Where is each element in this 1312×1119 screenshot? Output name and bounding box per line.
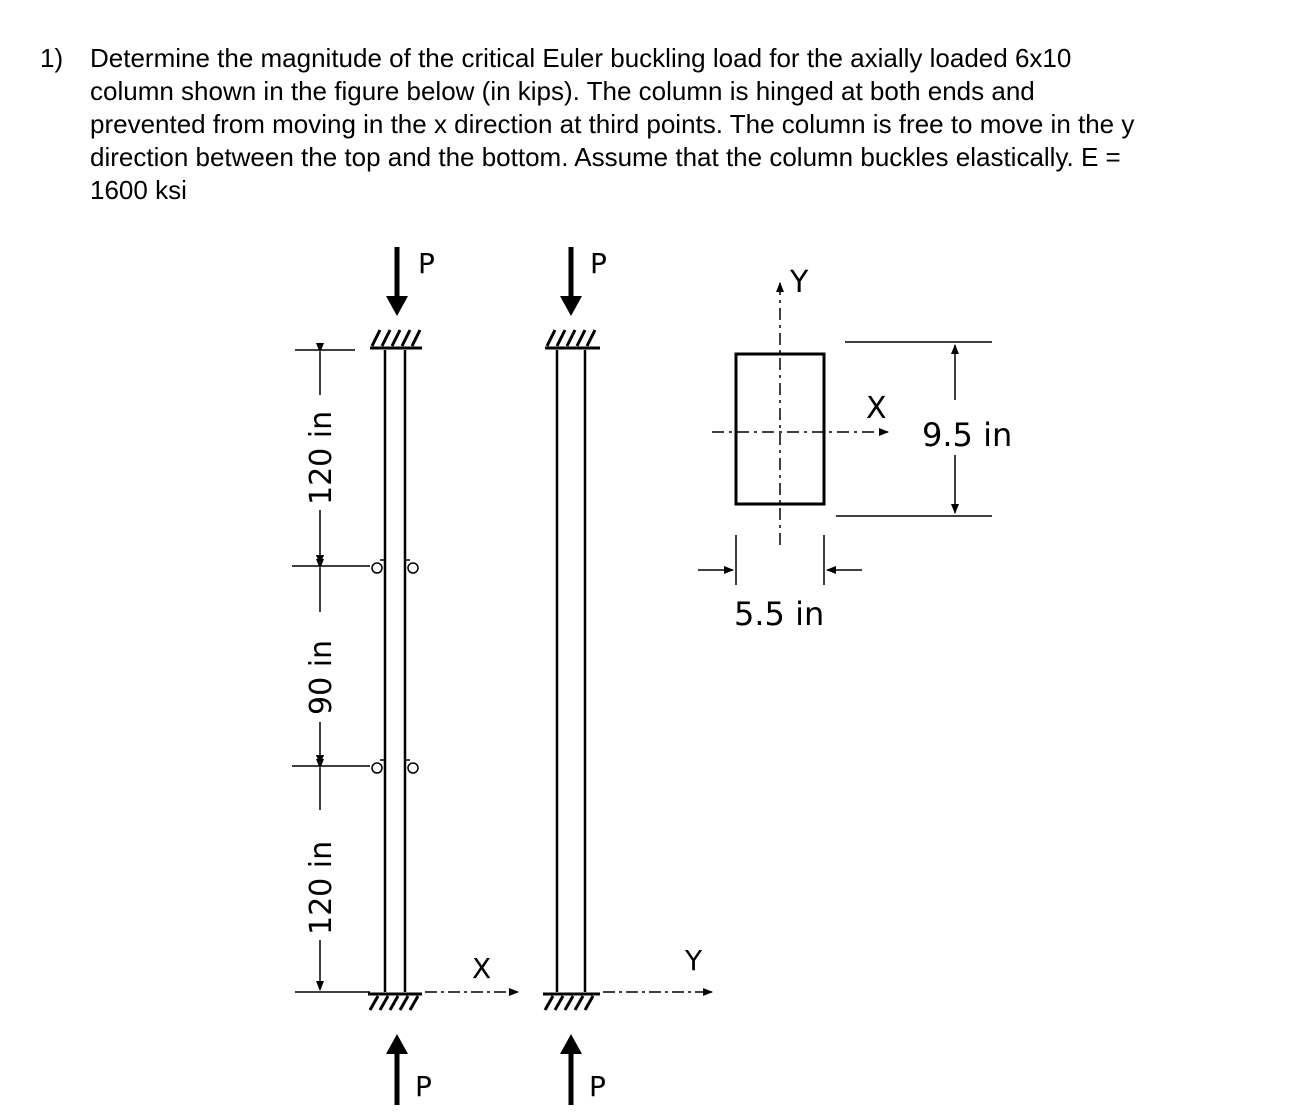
axis-label: X (472, 952, 492, 985)
load-label: P (589, 1070, 606, 1103)
problem-number: 1) (40, 43, 64, 73)
section-width-label: 5.5 in (734, 595, 825, 633)
right-top-support (545, 330, 600, 348)
axis-label: Y (685, 944, 703, 977)
problem-line: direction between the top and the bottom. Assume that the column buckles elastically. E = (90, 142, 1121, 172)
problem-line: prevented from moving in the x direction at third points. The column is free to move in the y (90, 109, 1135, 139)
section-axis-y: Y (790, 265, 809, 300)
right-bottom-load-arrow (560, 1034, 582, 1105)
left-column (385, 350, 405, 992)
load-label: P (418, 247, 435, 280)
problem-line: Determine the magnitude of the critical Euler buckling load for the axially loaded 6x10 (90, 43, 1072, 73)
right-top-load-arrow (560, 247, 582, 316)
right-column (557, 350, 585, 992)
dimension-lower: 120 in (304, 840, 339, 935)
brace-rollers (372, 563, 418, 773)
left-bottom-load-arrow (386, 1034, 408, 1105)
problem-line: 1600 ksi (90, 175, 187, 205)
left-top-load-arrow (386, 247, 408, 316)
section-axis-x: X (866, 391, 887, 426)
left-top-support (370, 330, 422, 348)
right-bottom-support (543, 994, 600, 1010)
dimension-middle: 90 in (304, 639, 339, 715)
left-bottom-support (368, 994, 422, 1010)
dimension-upper: 120 in (304, 410, 339, 505)
cross-section (712, 283, 888, 545)
load-label: P (590, 247, 607, 280)
problem-line: column shown in the figure below (in kips). The column is hinged at both ends and (90, 76, 1035, 106)
section-depth-label: 9.5 in (922, 416, 1013, 454)
load-label: P (415, 1070, 432, 1103)
